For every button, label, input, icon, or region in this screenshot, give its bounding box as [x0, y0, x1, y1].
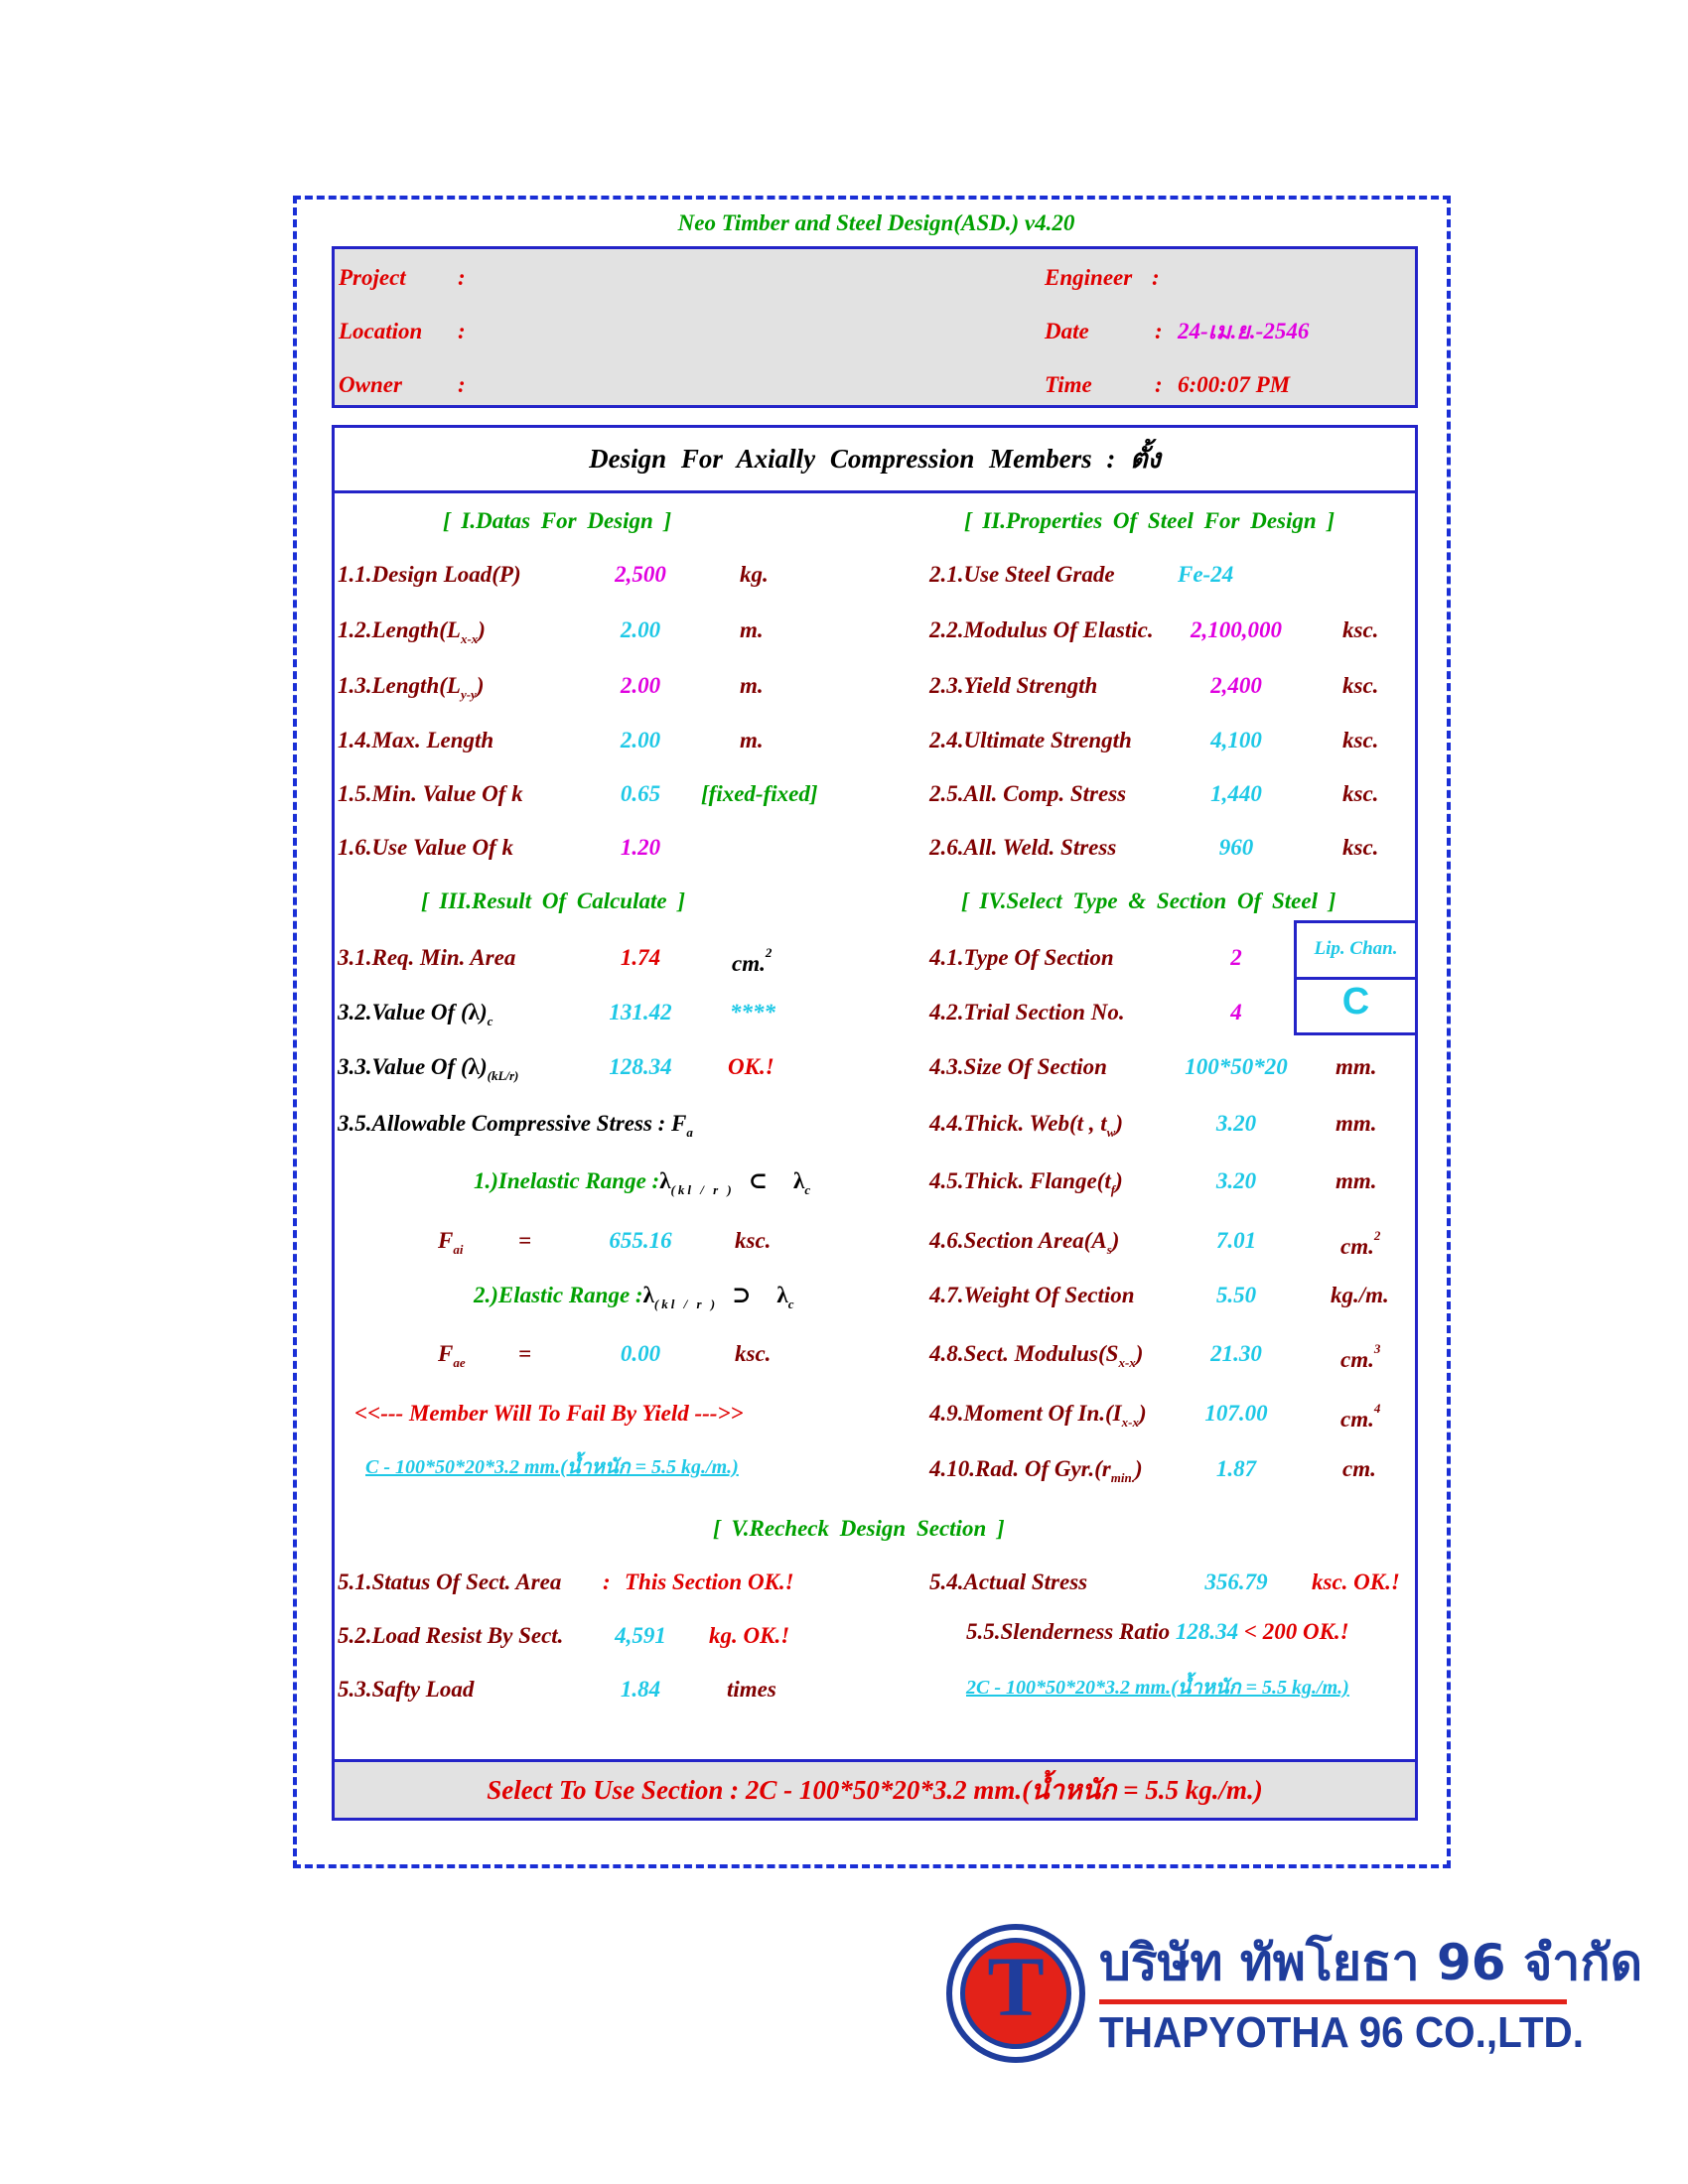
lambda-symbol: λ	[468, 1054, 480, 1079]
lambda-symbol: λ	[659, 1168, 671, 1193]
web-thickness-text: 4.4.Thick. Web(t , t	[929, 1111, 1107, 1136]
steel-grade-value: Fe-24	[1178, 562, 1234, 587]
moment-inertia-text: 4.9.Moment Of In.(I	[929, 1401, 1122, 1426]
engineer-colon: :	[1152, 265, 1160, 290]
owner-label: Owner	[339, 372, 402, 397]
project-label: Project	[339, 265, 406, 290]
design-load-unit: kg.	[740, 562, 769, 587]
fail-message: <<--- Member Will To Fail By Yield --->>	[354, 1401, 744, 1426]
status-area-label: 5.1.Status Of Sect. Area	[338, 1570, 562, 1594]
flange-thickness-text: 4.5.Thick. Flange(t	[929, 1168, 1111, 1193]
size-of-section-unit: mm.	[1336, 1054, 1377, 1079]
use-k-label: 1.6.Use Value Of k	[338, 835, 513, 860]
length-yy-text: 1.3.Length(L	[338, 673, 461, 698]
section-modulus-label	[929, 1342, 1143, 1369]
weld-stress-label: 2.6.All. Weld. Stress	[929, 835, 1117, 860]
radius-gyration-label	[929, 1457, 1143, 1484]
size-of-section-label: 4.3.Size Of Section	[929, 1054, 1107, 1079]
moment-inertia-unit-sup: 4	[1373, 1401, 1381, 1416]
weld-stress-value: 960	[1218, 835, 1254, 860]
lambda-symbol: λ	[468, 1000, 480, 1024]
main-title: Design For Axially Compression Members : ตั้ง	[589, 444, 1161, 474]
status-area-colon: :	[603, 1570, 611, 1594]
load-resist-flag: kg. OK.!	[709, 1623, 790, 1648]
steel-grade-label: 2.1.Use Steel Grade	[929, 562, 1115, 587]
length-yy-value: 2.00	[620, 673, 661, 698]
weld-stress-unit: ksc.	[1342, 835, 1379, 860]
length-xx-sub: x-x	[460, 631, 479, 646]
lambda-c-value: 131.42	[609, 1000, 672, 1024]
section-modulus-unit-text: cm.	[1340, 1347, 1374, 1372]
length-xx-label	[338, 618, 486, 645]
selected-section-text: Select To Use Section : 2C - 100*50*20*3.2 mm.(น้ำหนัก = 5.5 kg./m.)	[487, 1775, 1263, 1805]
trial-section-label: 4.2.Trial Section No.	[929, 1000, 1125, 1024]
section-modulus-text: 4.8.Sect. Modulus(S	[929, 1341, 1119, 1366]
section-area-unit-sup: 2	[1373, 1228, 1381, 1243]
moment-inertia-value: 107.00	[1204, 1401, 1268, 1426]
radius-gyration-close: )	[1134, 1456, 1143, 1481]
req-area-unit-text: cm.	[732, 951, 766, 976]
title-divider	[332, 490, 1418, 493]
owner-colon: :	[458, 372, 466, 397]
lambda-c-flag: ****	[730, 1000, 775, 1024]
fai-sub: ai	[453, 1242, 464, 1257]
min-k-label: 1.5.Min. Value Of k	[338, 781, 523, 806]
weight-of-section-label: 4.7.Weight Of Section	[929, 1283, 1135, 1307]
inelastic-c-sub: c	[804, 1182, 811, 1197]
flange-thickness-label	[929, 1169, 1123, 1196]
req-area-unit	[732, 946, 772, 975]
location-colon: :	[458, 319, 466, 343]
date-label: Date	[1045, 319, 1089, 343]
section-type-name: Lip. Chan.	[1314, 938, 1398, 959]
section-modulus-value: 21.30	[1210, 1341, 1262, 1366]
comp-stress-label: 2.5.All. Comp. Stress	[929, 781, 1127, 806]
fae-unit: ksc.	[735, 1341, 772, 1366]
safety-load-unit: times	[727, 1677, 776, 1702]
section-modulus-close: )	[1135, 1341, 1144, 1366]
lambda-kl-text: 3.3.Value Of (	[338, 1054, 469, 1079]
ultimate-strength-value: 4,100	[1210, 728, 1262, 752]
section-type-divider	[1294, 977, 1418, 980]
company-thai-name: บริษัท ทัพโยธา 96 จำกัด	[1099, 1934, 1643, 1991]
lambda-symbol: λ	[642, 1283, 654, 1307]
flange-thickness-close: )	[1115, 1168, 1123, 1193]
inelastic-label: 1.)Inelastic Range :	[474, 1168, 660, 1193]
actual-stress-flag: ksc. OK.!	[1312, 1570, 1400, 1594]
radius-gyration-sub: min.	[1110, 1470, 1135, 1485]
web-thickness-sub: w	[1106, 1125, 1116, 1140]
section-modulus-unit	[1340, 1342, 1380, 1371]
subset-symbol: ⊂	[748, 1168, 768, 1193]
fae-text: F	[438, 1341, 454, 1366]
length-yy-sub: y-y	[460, 687, 477, 702]
radius-gyration-value: 1.87	[1215, 1456, 1257, 1481]
max-length-label: 1.4.Max. Length	[338, 728, 494, 752]
fai-unit: ksc.	[735, 1228, 772, 1253]
fae-equals: =	[518, 1341, 532, 1366]
fai-value: 655.16	[609, 1228, 672, 1253]
moment-inertia-unit-text: cm.	[1340, 1407, 1374, 1432]
section-area-value: 7.01	[1215, 1228, 1257, 1253]
fai-text: F	[438, 1228, 454, 1253]
elastic-label: 2.)Elastic Range :	[474, 1283, 643, 1307]
safety-load-value: 1.84	[620, 1677, 661, 1702]
moment-inertia-unit	[1340, 1402, 1380, 1431]
length-xx-unit: m.	[740, 617, 764, 642]
weight-of-section-value: 5.50	[1215, 1283, 1257, 1307]
min-k-value: 0.65	[620, 781, 661, 806]
inelastic-sub: (kl / r )	[670, 1182, 735, 1197]
web-thickness-close: )	[1115, 1111, 1124, 1136]
design-load-value: 2,500	[615, 562, 666, 587]
status-area-value: This Section OK.!	[625, 1570, 794, 1594]
lambda-kl-label	[338, 1055, 518, 1082]
section-modulus-sub: x-x	[1118, 1355, 1136, 1370]
section-area-label	[929, 1229, 1119, 1256]
req-area-value: 1.74	[620, 945, 661, 970]
req-area-unit-sup: 2	[765, 945, 773, 960]
moment-inertia-label	[929, 1402, 1147, 1429]
ultimate-strength-unit: ksc.	[1342, 728, 1379, 752]
modulus-unit: ksc.	[1342, 617, 1379, 642]
section-modulus-unit-sup: 3	[1373, 1341, 1381, 1356]
superset-symbol: ⊃	[732, 1283, 752, 1307]
size-of-section-value: 100*50*20	[1185, 1054, 1288, 1079]
moment-inertia-sub: x-x	[1121, 1415, 1139, 1430]
allowable-stress-text: 3.5.Allowable Compressive Stress : F	[338, 1111, 687, 1136]
lambda-c-sub: c	[487, 1014, 493, 1028]
slenderness-label: 5.5.Slenderness Ratio	[966, 1619, 1171, 1644]
max-length-value: 2.00	[620, 728, 661, 752]
fae-value: 0.00	[620, 1341, 661, 1366]
section-area-sub: s	[1106, 1242, 1112, 1257]
section5-title: [ V.Recheck Design Section ]	[713, 1516, 1005, 1541]
use-k-value: 1.20	[620, 835, 661, 860]
slenderness-flag: < 200 OK.!	[1243, 1619, 1349, 1644]
lambda-kl-close: )	[479, 1054, 488, 1079]
type-of-section-value[interactable]: 2	[1230, 945, 1242, 970]
max-length-unit: m.	[740, 728, 764, 752]
lambda-kl-sub: (kL/r)	[487, 1068, 519, 1083]
lambda-kl-flag: OK.!	[728, 1054, 774, 1079]
section-area-unit	[1340, 1229, 1380, 1258]
engineer-label: Engineer	[1045, 265, 1133, 290]
lambda-symbol: λ	[793, 1168, 805, 1193]
req-area-label: 3.1.Req. Min. Area	[338, 945, 516, 970]
logo-letter: T	[987, 1939, 1045, 2034]
load-resist-value: 4,591	[615, 1623, 666, 1648]
fae-sub: ae	[453, 1355, 466, 1370]
length-yy-unit: m.	[740, 673, 764, 698]
lambda-c-text: 3.2.Value Of (	[338, 1000, 469, 1024]
slenderness-ratio	[966, 1620, 1349, 1643]
section-area-text: 4.6.Section Area(A	[929, 1228, 1107, 1253]
safety-load-label: 5.3.Safty Load	[338, 1677, 475, 1702]
lambda-symbol: λ	[776, 1283, 788, 1307]
ultimate-strength-label: 2.4.Ultimate Strength	[929, 728, 1132, 752]
elastic-c-sub: c	[787, 1297, 794, 1311]
section3-title: [ III.Result Of Calculate ]	[421, 888, 685, 913]
company-english-name: THAPYOTHA 96 CO.,LTD.	[1099, 2008, 1585, 2057]
comp-stress-value: 1,440	[1210, 781, 1262, 806]
channel-section-icon: C	[1341, 981, 1370, 1023]
date-colon: :	[1155, 319, 1163, 343]
length-yy-close: )	[476, 673, 485, 698]
section2-title: [ II.Properties Of Steel For Design ]	[964, 508, 1336, 533]
slenderness-value: 128.34	[1175, 1619, 1239, 1644]
section-link-double[interactable]: 2C - 100*50*20*3.2 mm.(น้ำหนัก = 5.5 kg./m.)	[966, 1677, 1349, 1699]
length-xx-text: 1.2.Length(L	[338, 617, 461, 642]
location-label: Location	[339, 319, 423, 343]
logo-divider-line	[1099, 1999, 1567, 2004]
section-area-unit-text: cm.	[1340, 1234, 1374, 1259]
flange-thickness-unit: mm.	[1336, 1168, 1377, 1193]
flange-thickness-value: 3.20	[1215, 1168, 1257, 1193]
lambda-c-label	[338, 1001, 492, 1027]
radius-gyration-text: 4.10.Rad. Of Gyr.(r	[929, 1456, 1111, 1481]
project-colon: :	[458, 265, 466, 290]
fae-label	[438, 1342, 466, 1369]
fai-equals: =	[518, 1228, 532, 1253]
actual-stress-label: 5.4.Actual Stress	[929, 1570, 1088, 1594]
section-link-single[interactable]: C - 100*50*20*3.2 mm.(น้ำหนัก = 5.5 kg./m.)	[365, 1456, 739, 1478]
date-value: 24-เม.ย.-2546	[1178, 319, 1310, 343]
lambda-c-close: )	[479, 1000, 488, 1024]
moment-inertia-close: )	[1138, 1401, 1147, 1426]
time-value: 6:00:07 PM	[1178, 372, 1291, 397]
time-label: Time	[1045, 372, 1092, 397]
weight-of-section-unit: kg./m.	[1331, 1283, 1389, 1307]
elastic-range	[474, 1284, 793, 1310]
section-area-close: )	[1111, 1228, 1120, 1253]
web-thickness-unit: mm.	[1336, 1111, 1377, 1136]
yield-strength-label: 2.3.Yield Strength	[929, 673, 1098, 698]
web-thickness-value: 3.20	[1215, 1111, 1257, 1136]
fai-label	[438, 1229, 463, 1256]
length-xx-close: )	[478, 617, 486, 642]
inelastic-range	[474, 1169, 810, 1196]
flange-thickness-sub: f	[1110, 1182, 1116, 1197]
load-resist-label: 5.2.Load Resist By Sect.	[338, 1623, 564, 1648]
yield-strength-value: 2,400	[1210, 673, 1262, 698]
yield-strength-unit: ksc.	[1342, 673, 1379, 698]
actual-stress-value: 356.79	[1204, 1570, 1268, 1594]
elastic-sub: (kl / r )	[653, 1297, 719, 1311]
time-colon: :	[1155, 372, 1163, 397]
radius-gyration-unit: cm.	[1342, 1456, 1376, 1481]
section1-title: [ I.Datas For Design ]	[443, 508, 672, 533]
end-condition: [fixed-fixed]	[701, 781, 818, 806]
length-xx-value: 2.00	[620, 617, 661, 642]
web-thickness-label	[929, 1112, 1123, 1139]
length-yy-label	[338, 674, 485, 701]
lambda-kl-value: 128.34	[609, 1054, 672, 1079]
comp-stress-unit: ksc.	[1342, 781, 1379, 806]
modulus-value: 2,100,000	[1191, 617, 1282, 642]
section4-title: [ IV.Select Type & Section Of Steel ]	[961, 888, 1336, 913]
allowable-stress-sub: a	[686, 1125, 693, 1140]
allowable-stress-label	[338, 1112, 693, 1139]
design-load-label: 1.1.Design Load(P)	[338, 562, 521, 587]
app-title: Neo Timber and Steel Design(ASD.) v4.20	[677, 210, 1075, 235]
trial-section-value[interactable]: 4	[1230, 1000, 1242, 1024]
type-of-section-label: 4.1.Type Of Section	[929, 945, 1114, 970]
modulus-label: 2.2.Modulus Of Elastic.	[929, 617, 1154, 642]
